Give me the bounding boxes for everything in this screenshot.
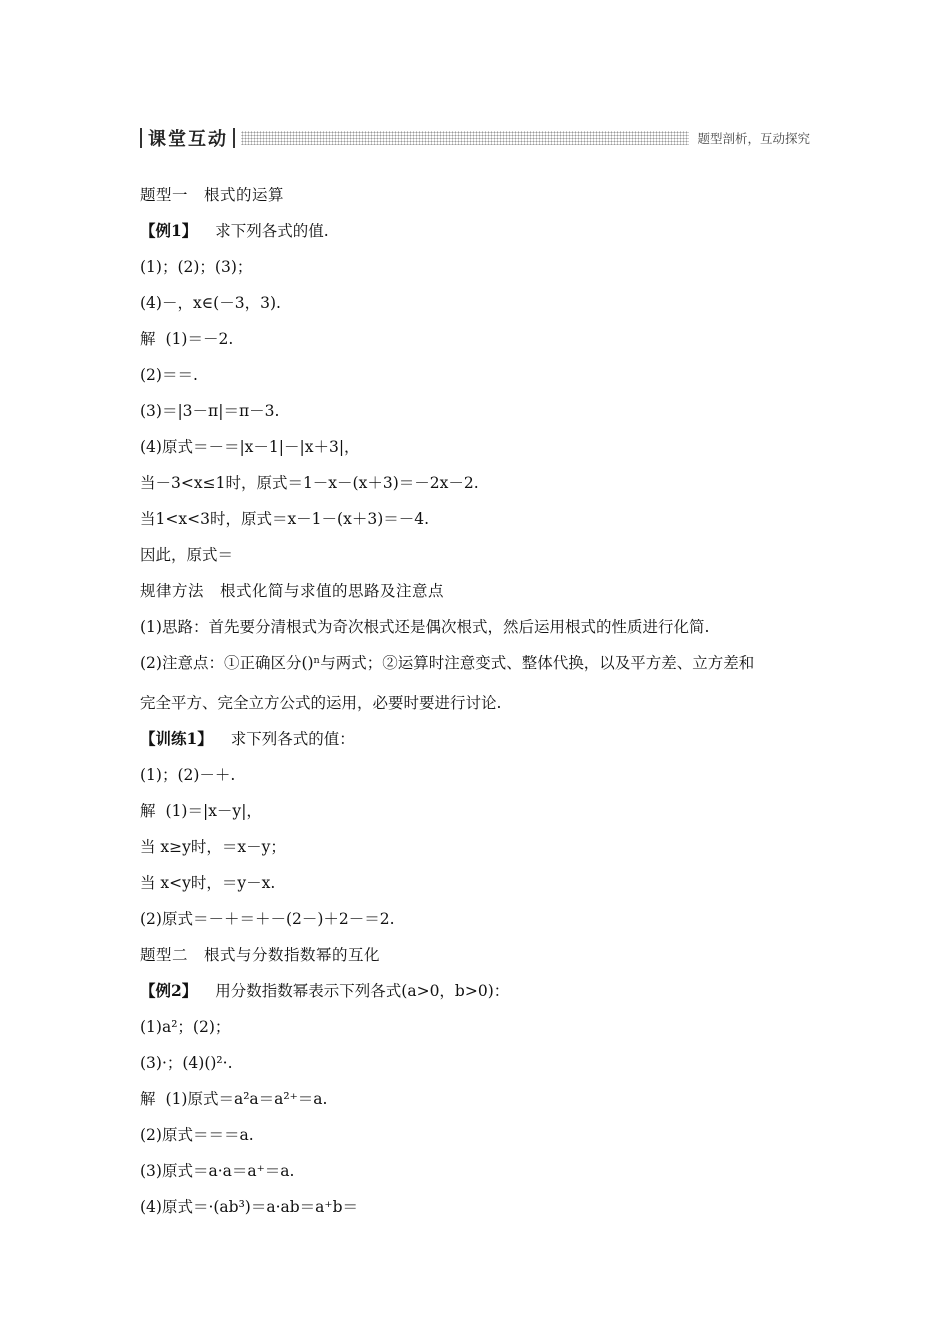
example-1-prompt [140, 221, 329, 241]
text-line [140, 1017, 230, 1037]
text-line [140, 257, 252, 277]
line-text: 完全平方、完全立方公式的运用，必要时要进行讨论. [140, 694, 502, 712]
text-line [140, 401, 279, 421]
line-text: 因此，原式＝ [140, 546, 234, 564]
line-text: (3)·；(4)()²·. [140, 1054, 233, 1072]
text-line [140, 837, 286, 857]
line-text: (2)注意点：①正确区分()ⁿ与两式；②运算时注意变式、整体代换，以及平方差、立方差和 [140, 654, 755, 672]
solution-line [140, 329, 233, 349]
line-text: 当－3<x≤1时，原式＝1－x－(x＋3)＝－2x－2. [140, 474, 479, 492]
method-heading [140, 581, 444, 601]
section-heading-1 [140, 185, 284, 205]
line-text: 题型二 根式与分数指数幂的互化 [140, 946, 381, 964]
line-text: 规律方法 根式化简与求值的思路及注意点 [140, 582, 445, 600]
text-line [140, 437, 360, 457]
section-banner [140, 126, 812, 150]
text-line [140, 1125, 254, 1145]
text-line [140, 693, 501, 713]
solution-tag: 解 [140, 330, 156, 348]
text-line [140, 293, 281, 313]
example-2-prompt [140, 981, 509, 1001]
line-text: (1)思路：首先要分清根式为奇次根式还是偶次根式，然后运用根式的性质进行化简. [140, 618, 710, 636]
line-text: 求下列各式的值： [230, 730, 355, 748]
line-text: (3)＝|3－π|＝π－3. [140, 402, 280, 420]
line-text: (1)原式＝a²a＝a²⁺＝a. [165, 1090, 328, 1108]
banner-title: 课堂互动 [148, 129, 228, 150]
line-text: (2)原式＝－＋＝＋－(2－)＋2－＝2. [140, 910, 395, 928]
line-text: 用分数指数幂表示下列各式(a>0，b>0)： [215, 982, 510, 1000]
text-line [140, 1053, 233, 1073]
line-text: (4)原式＝－＝|x－1|－|x＋3|， [140, 438, 360, 456]
text-line [140, 365, 198, 385]
line-text: 当 x≥y时，＝x－y； [140, 838, 286, 856]
section-heading-2 [140, 945, 380, 965]
line-text: 当 x<y时，＝y－x. [140, 874, 276, 892]
text-line [140, 765, 235, 785]
text-line [140, 1197, 358, 1217]
line-text: 当1<x<3时，原式＝x－1－(x＋3)＝－4. [140, 510, 430, 528]
line-text: (1)a²；(2)； [140, 1018, 231, 1036]
line-text: (2)＝＝. [140, 366, 198, 384]
text-line [140, 617, 709, 637]
line-text: (1)；(2)－＋. [140, 766, 236, 784]
text-line [140, 509, 429, 529]
solution-tag: 解 [140, 1090, 156, 1108]
banner-dot-pattern [241, 131, 689, 145]
text-line [140, 653, 754, 673]
text-line [140, 909, 395, 929]
exercise-tag: 【训练1】 [140, 729, 213, 748]
text-line [140, 1161, 294, 1181]
banner-subtitle: 题型剖析，互动探究 [697, 131, 810, 146]
text-line [140, 473, 479, 493]
example-tag: 【例1】 [140, 221, 198, 240]
banner-right-bar [233, 128, 235, 148]
example-tag: 【例2】 [140, 981, 198, 1000]
line-text: (4)原式＝·(ab³)＝a·ab＝a⁺b＝ [140, 1198, 359, 1216]
example-text: 求下列各式的值. [215, 222, 329, 240]
heading-text: 题型一 根式的运算 [140, 186, 285, 204]
solution-line [140, 1089, 327, 1109]
exercise-1-prompt [140, 729, 355, 749]
solution-tag: 解 [140, 802, 156, 820]
solution-line [140, 801, 262, 821]
line-text: (2)原式＝＝＝a. [140, 1126, 254, 1144]
line-text: (1)＝|x－y|， [165, 802, 262, 820]
text-line [140, 545, 233, 565]
text-line [140, 873, 275, 893]
line-text: (4)－，x∈(－3，3). [140, 294, 281, 312]
line-text: (3)原式＝a·a＝a⁺＝a. [140, 1162, 295, 1180]
line-text: (1)；(2)；(3)； [140, 258, 253, 276]
line-text: (1)＝－2. [165, 330, 234, 348]
